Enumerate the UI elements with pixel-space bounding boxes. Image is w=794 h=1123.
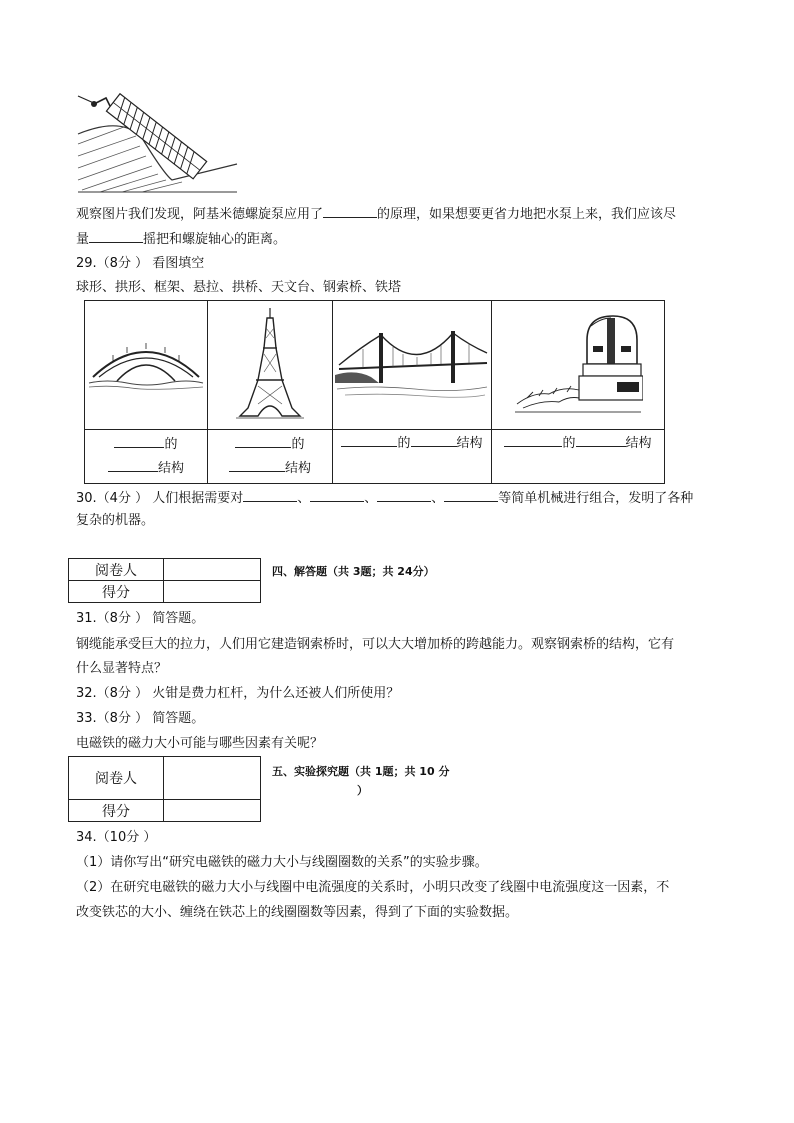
pump-text-1: 观察图片我们发现，阿基米德螺旋泵应用了 — [76, 207, 324, 222]
reviewer-label: 阅卷人 — [69, 757, 164, 800]
separator: 、 — [364, 491, 378, 506]
q33-line1: 电磁铁的磁力大小可能与哪些因素有关呢？ — [76, 736, 324, 751]
section4-title: 四、解答题（共 3题；共 24分） — [272, 565, 435, 578]
score-label: 得分 — [69, 800, 164, 822]
caption-jiegou: 结构 — [456, 436, 483, 451]
caption-de: 的 — [397, 436, 411, 451]
reviewer-field[interactable] — [164, 757, 261, 800]
caption-jiegou: 结构 — [625, 436, 652, 451]
score-box-section4 — [68, 558, 261, 603]
score-box-section5 — [68, 756, 261, 822]
q31-header: 31.（8分 ） 简答题。 — [76, 611, 205, 626]
caption-cell-3 — [333, 430, 492, 484]
eiffel-tower-icon — [230, 304, 310, 422]
score-label: 得分 — [69, 581, 164, 603]
answer-blank[interactable] — [229, 458, 285, 472]
answer-blank[interactable] — [235, 434, 291, 448]
caption-cell-4 — [492, 430, 665, 484]
q34-part2-line1: （2）在研究电磁铁的磁力大小与线圈中电流强度的关系时，小明只改变了线圈中电流强度这一因素，不 — [76, 880, 670, 895]
score-field[interactable] — [164, 800, 261, 822]
q29-header: 29.（8分 ） 看图填空 — [76, 256, 205, 271]
q31-line2: 什么显著特点？ — [76, 661, 168, 676]
answer-blank[interactable] — [377, 488, 431, 502]
answer-blank[interactable] — [504, 433, 562, 447]
q30-tail: 等简单机械进行组合，发明了各种 — [498, 491, 694, 506]
answer-blank[interactable] — [310, 488, 364, 502]
separator: 、 — [297, 491, 311, 506]
section5-title-line1: 五、实验探究题（共 1题；共 10 分 — [272, 765, 450, 778]
answer-blank[interactable] — [243, 488, 297, 502]
section5-title-line2: ） — [357, 784, 368, 797]
image-cell-eiffel-tower — [208, 301, 333, 430]
q29-options: 球形、拱形、框架、悬拉、拱桥、天文台、钢索桥、铁塔 — [76, 280, 402, 295]
image-cell-observatory — [492, 301, 665, 430]
q30-line1 — [76, 488, 693, 508]
observatory-dome-icon — [513, 308, 643, 418]
caption-cell-1 — [85, 430, 208, 484]
answer-blank[interactable] — [576, 433, 626, 447]
pump-text-4: 摇把和螺旋轴心的距离。 — [143, 232, 287, 247]
score-field[interactable] — [164, 581, 261, 603]
caption-de: 的 — [164, 436, 178, 452]
reviewer-label: 阅卷人 — [69, 559, 164, 581]
answer-blank[interactable] — [323, 204, 377, 218]
image-cell-arch-bridge — [85, 301, 208, 430]
q34-part1: （1）请你写出“研究电磁铁的磁力大小与线圈圈数的关系”的实验步骤。 — [76, 855, 488, 870]
pump-text-3: 量 — [76, 232, 90, 247]
q31-line1: 钢缆能承受巨大的拉力，人们用它建造钢索桥时，可以大大增加桥的跨越能力。观察钢索桥的结构，它有 — [76, 637, 675, 652]
answer-blank[interactable] — [444, 488, 498, 502]
reviewer-field[interactable] — [164, 559, 261, 581]
answer-blank[interactable] — [411, 433, 457, 447]
caption-jiegou: 结构 — [157, 460, 184, 476]
caption-jiegou: 结构 — [284, 460, 311, 476]
caption-cell-2 — [208, 430, 333, 484]
archimedes-screw-figure — [72, 84, 242, 196]
pump-text-2: 的原理，如果想要更省力地把水泵上来，我们应该尽 — [377, 207, 677, 222]
suspension-bridge-icon — [335, 323, 489, 403]
caption-de: 的 — [291, 436, 305, 452]
caption-de: 的 — [562, 436, 576, 451]
q30-header: 30.（4分 ） 人们根据需要对 — [76, 491, 244, 506]
answer-blank[interactable] — [114, 434, 164, 448]
image-cell-suspension-bridge — [333, 301, 492, 430]
pump-question-line1 — [76, 204, 676, 224]
separator: 、 — [431, 491, 445, 506]
q32-header: 32.（8分 ） 火钳是费力杠杆，为什么还被人们所使用？ — [76, 686, 400, 701]
q34-header: 34.（10分 ） — [76, 830, 157, 845]
q33-header: 33.（8分 ） 简答题。 — [76, 711, 205, 726]
answer-blank[interactable] — [108, 458, 158, 472]
arch-bridge-icon — [87, 333, 205, 393]
answer-blank[interactable] — [341, 433, 397, 447]
q30-line2: 复杂的机器。 — [76, 513, 155, 528]
answer-blank[interactable] — [89, 229, 143, 243]
q29-picture-table — [84, 300, 665, 484]
pump-question-line2 — [76, 229, 286, 249]
q34-part2-line2: 改变铁芯的大小、缠绕在铁芯上的线圈圈数等因素，得到了下面的实验数据。 — [76, 905, 519, 920]
